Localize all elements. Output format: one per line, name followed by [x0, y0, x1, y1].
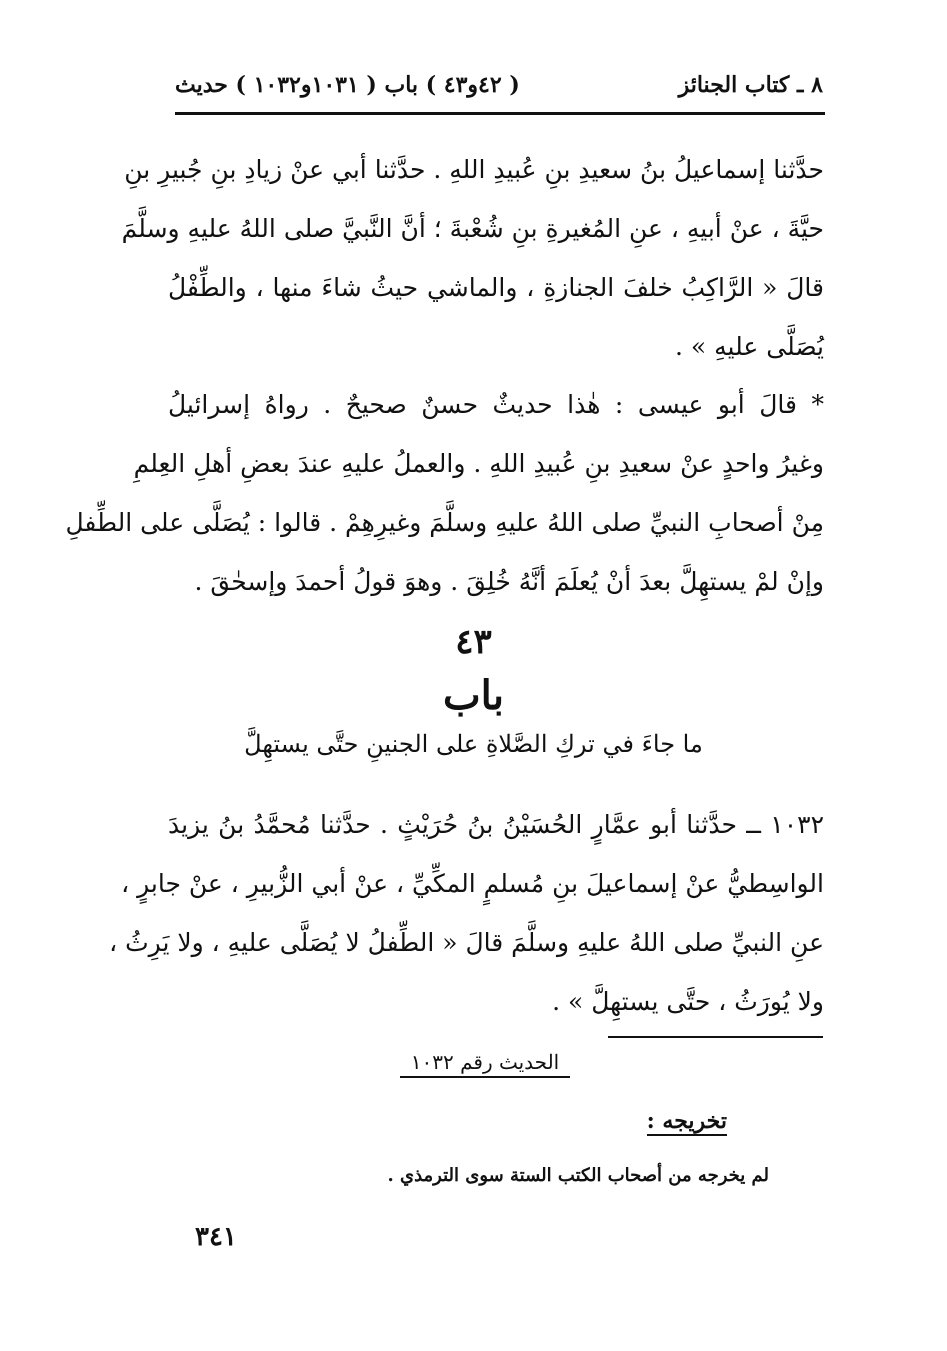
header-book-title: ٨ ـ كتاب الجنائز: [678, 72, 823, 98]
running-header: [175, 72, 823, 108]
text-line: مِنْ أصحابِ النبيِّ صلى اللهُ عليهِ وسلَّمَ وغيرِهِمْ . قالوا : يُصَلَّى على الطِّفلِ: [65, 508, 824, 537]
header-divider: [175, 112, 825, 115]
page-number: ٣٤١: [195, 1222, 237, 1252]
takhrij-label: تخريجه :: [646, 1108, 727, 1134]
text-line: الواسِطيُّ عنْ إسماعيلَ بنِ مُسلمٍ المكِّيِّ ، عنْ أبي الزُّبيرِ ، عنْ جابرٍ ،: [121, 869, 824, 898]
chapter-title: ما جاءَ في تركِ الصَّلاةِ على الجنينِ حتَّى يستهِلَّ: [244, 730, 703, 758]
text-line: ولا يُورَثُ ، حتَّى يستهِلَّ » .: [552, 987, 824, 1016]
text-line: وإنْ لمْ يستهِلَّ بعدَ أنْ يُعلَمَ أنَّهُ خُلِقَ . وهوَ قولُ أحمدَ وإسحٰقَ .: [194, 567, 824, 596]
hadith-1032-text: [109, 795, 824, 1031]
chapter-number: ٤٣: [455, 622, 492, 662]
text-line: حدَّثنا إسماعيلُ بنُ سعيدِ بنِ عُبيدِ اللهِ . حدَّثنا أبي عنْ زيادِ بنِ جُبيرِ بنِ: [124, 155, 824, 184]
footnote-hadith-ref: الحديث رقم ١٠٣٢: [400, 1050, 570, 1078]
text-line: وغيرُ واحدٍ عنْ سعيدِ بنِ عُبيدِ اللهِ . والعملُ عليهِ عندَ بعضِ أهلِ العِلمِ: [133, 449, 824, 478]
text-line: يُصَلَّى عليهِ » .: [675, 332, 824, 361]
text-line: ١٠٣٢ ــ حدَّثنا أبو عمَّارٍ الحُسَيْنُ بنُ حُرَيْثٍ . حدَّثنا مُحمَّدُ بنُ يزيدَ: [168, 810, 824, 839]
takhrij-note: لم يخرجه من أصحاب الكتب الستة سوى الترمذي .: [387, 1165, 769, 1186]
abu-isa-commentary: [65, 375, 824, 611]
text-line: عنِ النبيِّ صلى اللهُ عليهِ وسلَّمَ قالَ « الطِّفلُ لا يُصَلَّى عليهِ ، ولا يَرِثُ ،: [109, 928, 824, 957]
text-line: قالَ « الرَّاكِبُ خلفَ الجنازةِ ، والماشي حيثُ شاءَ منها ، والطِّفْلُ: [168, 273, 824, 302]
text-line: * قالَ أبو عيسى : هٰذا حديثٌ حسنٌ صحيحٌ . رواهُ إسرائيلُ: [168, 390, 824, 419]
hadith-1031-text: [121, 140, 824, 376]
chapter-heading: باب: [443, 672, 504, 719]
header-chapter-ref: ( ٤٢و٤٣ ) باب ( ١٠٣١و١٠٣٢ ) حديث: [175, 72, 520, 98]
takhrij-heading: [647, 1108, 727, 1134]
footnote-divider: [608, 1036, 823, 1038]
text-line: حيَّةَ ، عنْ أبيهِ ، عنِ المُغيرةِ بنِ شُعْبةَ ؛ أنَّ النَّبيَّ صلى اللهُ عليهِ وسلَّمَ: [121, 214, 824, 243]
